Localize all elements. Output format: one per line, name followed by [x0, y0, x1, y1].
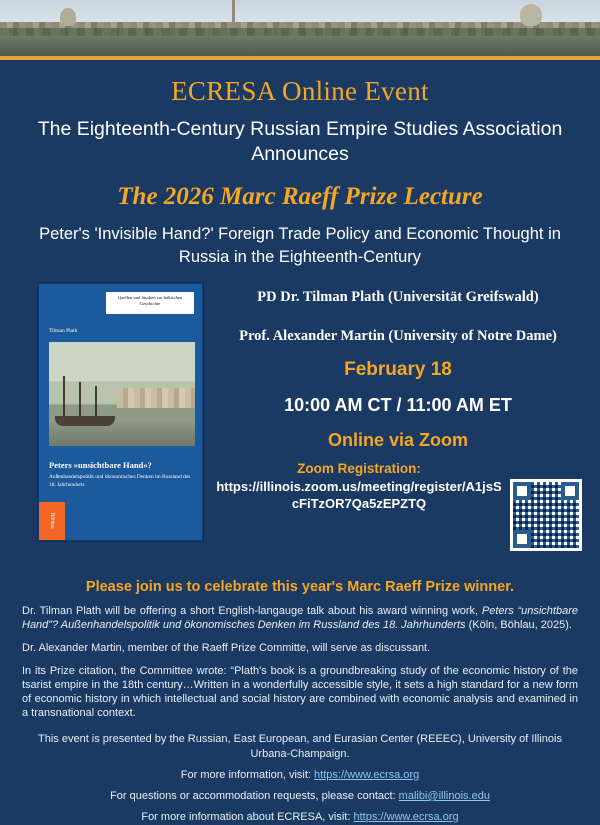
gold-divider: [0, 56, 600, 60]
registration-url[interactable]: https://illinois.zoom.us/meeting/register/A1jsScFiTzOR7Qa5zEPZTQ: [216, 479, 502, 511]
spire-icon: [232, 0, 235, 26]
more-info-prefix: For more information, visit:: [180, 769, 311, 781]
book-cover-artwork: [49, 342, 195, 446]
banner-photo: [0, 0, 600, 56]
banner-river: [0, 36, 600, 56]
harbor-town-art: [117, 388, 195, 408]
book-cover-image: [38, 283, 203, 541]
qr-finder-icon: [513, 482, 531, 500]
contact-line: [22, 789, 578, 804]
presented-by-line: This event is presented by the Russian, East European, and Eurasian Center (REEEC), University of Illinois Urbana-Champaign.: [38, 733, 562, 760]
qr-finder-icon: [513, 530, 531, 548]
paragraph-prize-citation: In its Prize citation, the Committee wrote: “Plath's book is a groundbreaking study of the economic history of the tsarist empire in the 18th century…Written in a wonderfully accessible style, it sets a high standard for a new form of economic history in which intellectual and social history are combined with economic analysis and examined in a transnational context.: [22, 665, 578, 719]
qr-code[interactable]: [510, 479, 582, 551]
event-platform: Online via Zoom: [327, 430, 469, 450]
qr-finder-icon: [561, 482, 579, 500]
event-time: 10:00 AM CT / 11:00 AM ET: [284, 395, 512, 415]
poster-content: [0, 76, 600, 825]
prize-title: The 2026 Marc Raeff Prize Lecture: [117, 183, 483, 210]
ship-hull-icon: [55, 416, 115, 426]
footer: [14, 732, 586, 825]
lecture-subtitle: Peter's 'Invisible Hand?' Foreign Trade Policy and Economic Thought in Russia in the Eighteenth-Century: [39, 225, 561, 266]
details-column: [214, 289, 582, 512]
book-subtitle: Außenhandelspolitik und ökonomisches Denken im Russland des 18. Jahrhunderts: [49, 474, 191, 488]
contact-email-link[interactable]: malibi@illinois.edu: [398, 790, 490, 802]
ecresa-prefix: For more information about ECRESA, visit:: [141, 811, 351, 823]
paragraph-1-pre: Dr. Tilman Plath will be offering a short English-langauge talk about his award winning work,: [22, 605, 479, 617]
publisher-logo: Böhlau: [39, 502, 65, 540]
cathedral-dome-secondary-icon: [60, 8, 76, 26]
book-series-label: Quellen und Studien zur baltischen Geschichte: [106, 292, 194, 314]
book-title: Peters »unsichtbare Hand«?: [49, 460, 152, 470]
registration-label: Zoom Registration:: [297, 461, 421, 476]
qr-code-pattern: [513, 482, 579, 548]
ship-mast-icon: [63, 376, 65, 418]
speaker-primary: PD Dr. Tilman Plath (Universität Greifswald): [257, 289, 539, 305]
contact-prefix: For questions or accommodation requests, please contact:: [110, 790, 396, 802]
page-title: ECRESA Online Event: [171, 76, 429, 106]
book-author: Tilman Plath: [49, 328, 78, 334]
ecresa-link[interactable]: https://www.ecrsa.org: [353, 811, 459, 823]
paragraph-discussant: Dr. Alexander Martin, member of the Raeff Prize Committe, will serve as discussant.: [22, 642, 431, 654]
ship-mast-icon: [95, 386, 97, 418]
ecresa-info-line: [22, 810, 578, 825]
ship-mast-icon: [79, 382, 81, 418]
celebrate-line: Please join us to celebrate this year's Marc Raeff Prize winner.: [85, 579, 515, 595]
event-details-section: [14, 283, 586, 573]
ecresa-website-link[interactable]: https://www.ecrsa.org: [314, 769, 420, 781]
paragraph-award-talk: [14, 604, 586, 632]
cathedral-dome-icon: [520, 4, 542, 26]
paragraph-1-book-title: Peters “unsichtbare Hand”? Außenhandelspolitik und ökonomisches Denken im Russland des 18. Jahrhunderts: [22, 605, 578, 631]
association-line: The Eighteenth-Century Russian Empire Studies Association Announces: [37, 118, 563, 165]
paragraph-1-post: (Köln, Böhlau, 2025).: [468, 619, 572, 631]
event-date: February 18: [344, 359, 452, 380]
registration-block: [214, 461, 582, 512]
speaker-discussant: Prof. Alexander Martin (University of Notre Dame): [239, 328, 557, 344]
